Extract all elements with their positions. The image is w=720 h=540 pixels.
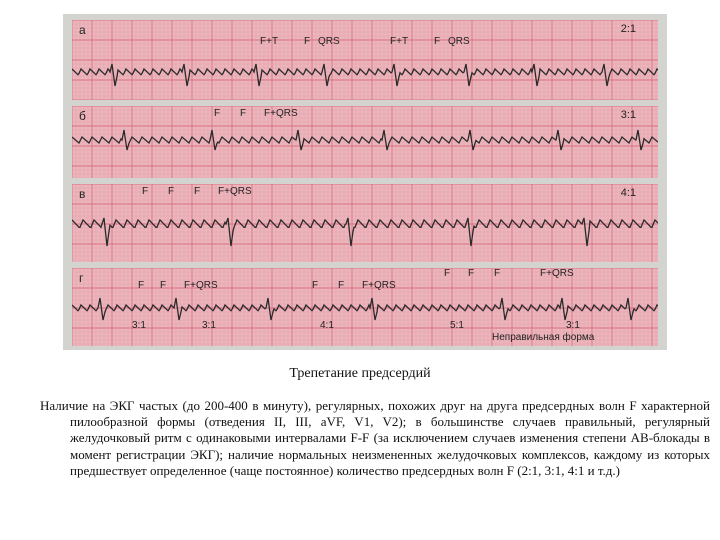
strip-letter: в [79,187,86,201]
wave-label: F [444,268,451,279]
wave-label: QRS [448,36,470,47]
strip-ratio: 4:1 [620,187,636,199]
ecg-strip-a [72,20,658,100]
wave-label: F [168,186,175,197]
wave-label: F+QRS [218,186,252,197]
strip-letter: б [79,109,86,123]
beat-ratio: 3:1 [566,320,580,331]
wave-label: F+QRS [184,280,218,291]
wave-label: F [338,280,345,291]
ecg-trace-b [72,106,658,178]
strip-letter: г [79,271,84,285]
ecg-strip-v [72,184,658,262]
ecg-figure [63,14,667,350]
strip-ratio: 2:1 [620,23,636,35]
ecg-strip-b [72,106,658,178]
strip-ratio: 3:1 [620,109,636,121]
wave-label: F+T [390,36,409,47]
figure-caption: Трепетание предсердий [289,366,431,381]
wave-label: F [214,108,221,119]
wave-label: F [434,36,441,47]
wave-label: F+QRS [540,268,574,279]
ecg-trace-a [72,20,658,100]
beat-ratio: 3:1 [202,320,216,331]
wave-label: F [240,108,247,119]
wave-label: F [194,186,201,197]
beat-ratio: 4:1 [320,320,334,331]
strip-note: Неправильная форма [492,332,595,343]
beat-ratio: 3:1 [132,320,146,331]
wave-label: F [312,280,319,291]
wave-label: F [304,36,311,47]
wave-label: F+T [260,36,279,47]
wave-label: F [142,186,149,197]
wave-label: F [138,280,145,291]
ecg-trace-v [72,184,658,262]
ecg-grid [72,20,658,100]
ecg-strip-g [72,268,658,346]
wave-label: QRS [318,36,340,47]
wave-label: F+QRS [264,108,298,119]
beat-ratio: 5:1 [450,320,464,331]
wave-label: F+QRS [362,280,396,291]
wave-label: F [494,268,501,279]
wave-label: F [468,268,475,279]
description-text: Наличие на ЭКГ частых (до 200-400 в минуту), регулярных, похожих друг на друга предсердных волн F характерной пилообразной формы (отведения II, III, aVF, V1, V2); в большинстве случаев правильный, регулярный желудочковый ритм с одинаковыми интервалами F-F (за исключением случаев изменения степени АВ-блокады в момент регистрации ЭКГ); наличие нормальных неизмененных желудочковых комплексов, каждому из которых предшествует определенное (чаще постоянное) количество предсердных волн F (2:1, 3:1, 4:1 и т.д.) [40,398,710,478]
wave-label: F [160,280,167,291]
strip-letter: а [79,23,86,37]
